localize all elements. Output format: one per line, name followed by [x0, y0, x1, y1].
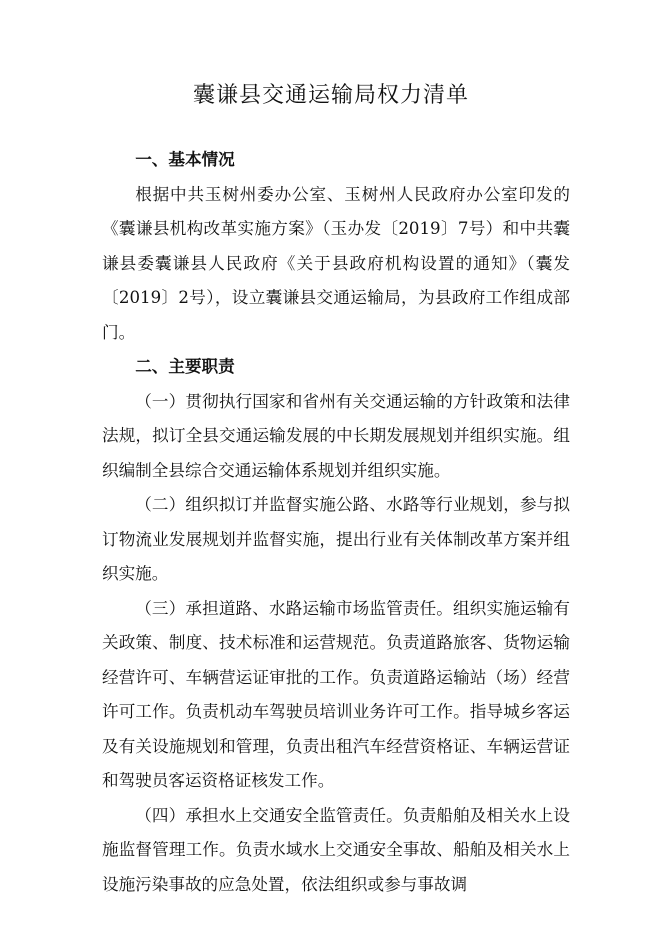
- duty-paragraph-1: （一）贯彻执行国家和省州有关交通运输的方针政策和法律法规，拟订全县交通运输发展的中长期发展规划并组织实施。组织编制全县综合交通运输体系规划并组织实施。: [102, 391, 570, 480]
- document-body: [102, 143, 570, 902]
- basic-info-paragraph: 根据中共玉树州委办公室、玉树州人民政府办公室印发的《囊谦县机构改革实施方案》（玉办发〔2019〕7号）和中共囊谦县委囊谦县人民政府《关于县政府机构设置的通知》（囊发〔2019〕2号），设立囊谦县交通运输局，为县政府工作组成部门。: [102, 184, 570, 342]
- section-heading-main-duties: 二、主要职责: [135, 357, 235, 376]
- duty-paragraph-2: （二）组织拟订并监督实施公路、水路等行业规划，参与拟订物流业发展规划并监督实施，提出行业有关体制改革方案并组织实施。: [102, 495, 570, 583]
- duty-paragraph-4: （四）承担水上交通安全监管责任。负责船舶及相关水上设施监督管理工作。负责水域水上交通安全事故、船舶及相关水上设施污染事故的应急处置，依法组织或参与事故调: [102, 805, 570, 894]
- duty-paragraph-3: （三）承担道路、水路运输市场监管责任。组织实施运输有关政策、制度、技术标准和运营规范。负责道路旅客、货物运输经营许可、车辆营运证审批的工作。负责道路运输站（场）经营许可工作。负责机动车驾驶员培训业务许可工作。指导城乡客运及有关设施规划和管理，负责出租汽车经营资格证、车辆运营证和驾驶员客运资格证核发工作。: [102, 598, 570, 790]
- section-heading-basic-info: 一、基本情况: [135, 150, 235, 169]
- document-title: 囊谦县交通运输局权力清单: [192, 83, 469, 108]
